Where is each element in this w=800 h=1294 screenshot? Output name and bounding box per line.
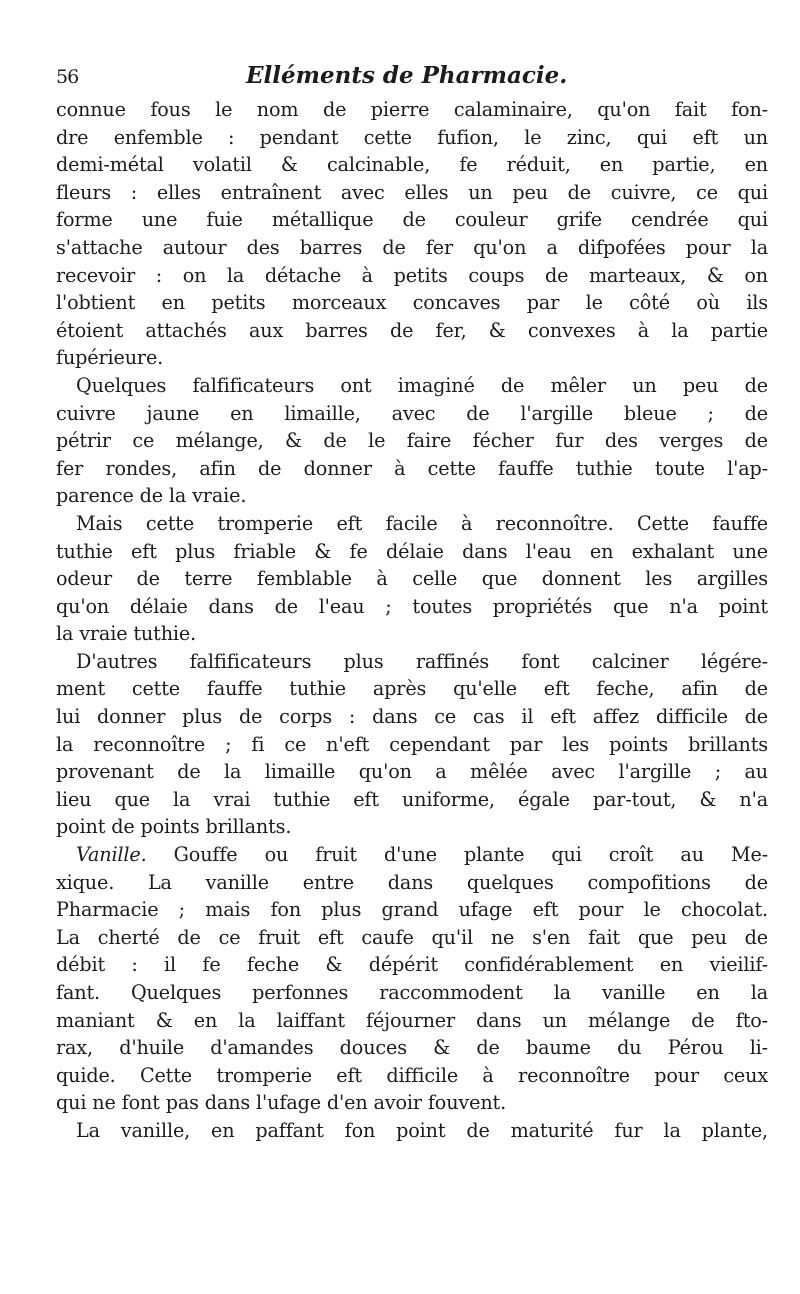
line-text: odeur de terre femblable à celle que donnent les argilles bbox=[56, 567, 768, 591]
line-text: lui donner plus de corps : dans ce cas il eft affez difficile de bbox=[56, 705, 768, 729]
line-text: pétrir ce mélange, & de le faire fécher fur des verges de bbox=[56, 429, 768, 453]
line-text: lieu que la vrai tuthie eft uniforme, égale par-tout, & n'a bbox=[56, 787, 768, 811]
line-text: dre enfemble : pendant cette fufion, le zinc, qui eft un bbox=[56, 125, 768, 149]
text-line bbox=[56, 841, 768, 869]
entry-heading: Vanille. bbox=[76, 843, 147, 867]
text-line bbox=[56, 124, 768, 152]
text-line bbox=[56, 538, 768, 566]
text-line bbox=[56, 1062, 768, 1090]
line-text: débit : il fe feche & dépérit confidérablement en vieilif- bbox=[56, 953, 768, 977]
text-line bbox=[56, 813, 768, 841]
line-text: rax, d'huile d'amandes douces & de baume du Pérou li- bbox=[56, 1036, 768, 1060]
text-line bbox=[56, 758, 768, 786]
text-line bbox=[56, 400, 768, 428]
text-line bbox=[56, 620, 768, 648]
text-line bbox=[56, 234, 768, 262]
line-text: connue fous le nom de pierre calaminaire, qu'on fait fon- bbox=[56, 98, 768, 121]
text-line bbox=[56, 455, 768, 483]
text-line bbox=[56, 179, 768, 207]
line-text: demi-métal volatil & calcinable, fe réduit, en partie, en bbox=[56, 153, 768, 177]
text-line bbox=[56, 675, 768, 703]
text-line bbox=[56, 979, 768, 1007]
text-line bbox=[56, 703, 768, 731]
text-line bbox=[56, 593, 768, 621]
text-line bbox=[56, 1089, 768, 1117]
text-line bbox=[56, 1117, 768, 1145]
line-text: qui ne font pas dans l'ufage d'en avoir fouvent. bbox=[56, 1091, 507, 1115]
line-text: recevoir : on la détache à petits coups de marteaux, & on bbox=[56, 263, 768, 287]
line-text: Quelques falfificateurs ont imaginé de mêler un peu de bbox=[76, 373, 768, 397]
text-line bbox=[56, 565, 768, 593]
text-line bbox=[56, 344, 768, 372]
line-text: quide. Cette tromperie eft difficile à reconnoître pour ceux bbox=[56, 1063, 768, 1087]
text-line bbox=[56, 924, 768, 952]
line-text: tuthie eft plus friable & fe délaie dans l'eau en exhalant une bbox=[56, 539, 768, 563]
line-text: La vanille, en paffant fon point de maturité fur la plante, bbox=[76, 1118, 768, 1142]
line-text: Gouffe ou fruit d'une plante qui croît au Me- bbox=[146, 843, 768, 867]
text-line bbox=[56, 951, 768, 979]
text-line bbox=[56, 1007, 768, 1035]
line-text: la vraie tuthie. bbox=[56, 622, 197, 646]
page-header bbox=[56, 62, 768, 92]
text-line bbox=[56, 731, 768, 759]
text-line bbox=[56, 648, 768, 676]
text-line bbox=[56, 372, 768, 400]
text-line bbox=[56, 317, 768, 345]
text-line bbox=[56, 427, 768, 455]
running-title: Elléments de Pharmacie. bbox=[246, 62, 568, 89]
line-text: maniant & en la laiffant féjourner dans un mélange de fto- bbox=[56, 1008, 768, 1032]
line-text: fleurs : elles entraînent avec elles un peu de cuivre, ce qui bbox=[56, 180, 768, 204]
page-number: 56 bbox=[56, 66, 79, 88]
line-text: La cherté de ce fruit eft caufe qu'il ne s'en fait que peu de bbox=[56, 925, 768, 949]
text-line bbox=[56, 896, 768, 924]
line-text: xique. La vanille entre dans quelques compofitions de bbox=[56, 870, 768, 894]
text-line bbox=[56, 96, 768, 124]
line-text: étoient attachés aux barres de fer, & convexes à la partie bbox=[56, 318, 768, 342]
line-text: qu'on délaie dans de l'eau ; toutes propriétés que n'a point bbox=[56, 594, 768, 618]
line-text: forme une fuie métallique de couleur grife cendrée qui bbox=[56, 208, 768, 232]
body-text bbox=[56, 96, 768, 1145]
line-text: la reconnoître ; fi ce n'eft cependant par les points brillants bbox=[56, 732, 768, 756]
text-line bbox=[56, 786, 768, 814]
line-text: D'autres falfificateurs plus raffinés font calciner légére- bbox=[76, 649, 768, 673]
line-text: point de points brillants. bbox=[56, 815, 292, 839]
text-line bbox=[56, 482, 768, 510]
text-line bbox=[56, 151, 768, 179]
text-line bbox=[56, 510, 768, 538]
line-text: fupérieure. bbox=[56, 346, 164, 370]
line-text: cuivre jaune en limaille, avec de l'argille bleue ; de bbox=[56, 401, 768, 425]
text-line bbox=[56, 869, 768, 897]
line-text: ment cette fauffe tuthie après qu'elle eft feche, afin de bbox=[56, 677, 768, 701]
text-line bbox=[56, 289, 768, 317]
text-line bbox=[56, 262, 768, 290]
line-text: provenant de la limaille qu'on a mêlée avec l'argille ; au bbox=[56, 760, 768, 784]
line-text: Pharmacie ; mais fon plus grand ufage eft pour le chocolat. bbox=[56, 898, 768, 922]
line-text: fant. Quelques perfonnes raccommodent la vanille en la bbox=[56, 981, 768, 1004]
text-line bbox=[56, 206, 768, 234]
text-line bbox=[56, 1034, 768, 1062]
line-text: s'attache autour des barres de fer qu'on a difpofées pour la bbox=[56, 235, 768, 259]
line-text: l'obtient en petits morceaux concaves par le côté où ils bbox=[56, 291, 768, 315]
line-text: Mais cette tromperie eft facile à reconnoître. Cette fauffe bbox=[76, 511, 768, 535]
line-text: parence de la vraie. bbox=[56, 484, 247, 508]
line-text: fer rondes, afin de donner à cette fauffe tuthie toute l'ap- bbox=[56, 456, 768, 480]
